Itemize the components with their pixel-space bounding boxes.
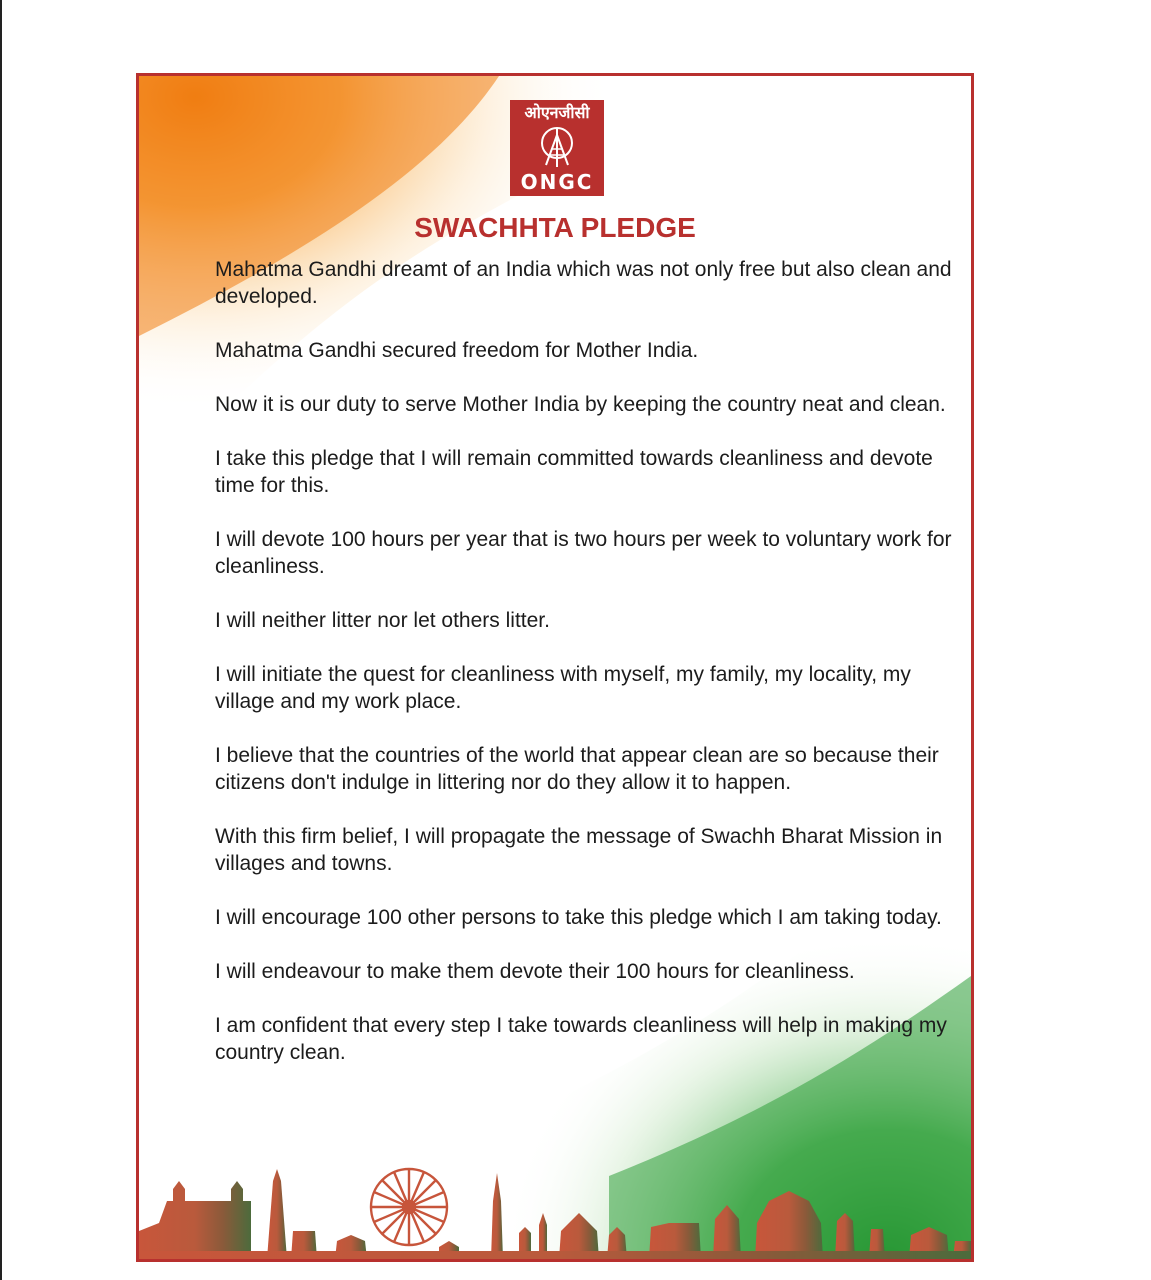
ongc-emblem-icon — [536, 125, 578, 169]
page-edge — [0, 0, 2, 1280]
ashoka-chakra-icon — [371, 1169, 447, 1245]
pledge-paragraph: I am confident that every step I take towards cleanliness will help in making my country clean. — [215, 1014, 947, 1064]
pledge-paragraph: I will devote 100 hours per year that is two hours per week to voluntary work for cleanliness. — [215, 528, 952, 578]
pledge-poster — [136, 73, 974, 1262]
logo-wordmark: ONGC — [520, 170, 594, 194]
pledge-paragraph: I take this pledge that I will remain committed towards cleanliness and devote time for this. — [215, 447, 933, 497]
pledge-paragraph: Mahatma Gandhi secured freedom for Mother India. — [215, 339, 699, 362]
pledge-text — [215, 256, 955, 1093]
pledge-paragraph: I will initiate the quest for cleanliness with myself, my family, my locality, my village and my work place. — [215, 663, 911, 713]
pledge-paragraph: With this firm belief, I will propagate the message of Swachh Bharat Mission in villages and towns. — [215, 825, 943, 875]
page-title: SWACHHTA PLEDGE — [414, 212, 696, 243]
ongc-logo — [510, 100, 604, 196]
pledge-paragraph: Now it is our duty to serve Mother India by keeping the country neat and clean. — [215, 393, 946, 416]
pledge-paragraph: I will encourage 100 other persons to take this pledge which I am taking today. — [215, 906, 942, 929]
pledge-paragraph: I will endeavour to make them devote their 100 hours for cleanliness. — [215, 960, 855, 983]
pledge-paragraph: I believe that the countries of the world that appear clean are so because their citizens don't indulge in littering nor do they allow it to happen. — [215, 744, 939, 794]
pledge-paragraph: I will neither litter nor let others litter. — [215, 609, 550, 632]
india-skyline-illustration — [139, 1161, 971, 1259]
pledge-paragraph: Mahatma Gandhi dreamt of an India which was not only free but also clean and developed. — [215, 258, 952, 308]
logo-hindi-text: ओएनजीसी — [524, 103, 590, 122]
